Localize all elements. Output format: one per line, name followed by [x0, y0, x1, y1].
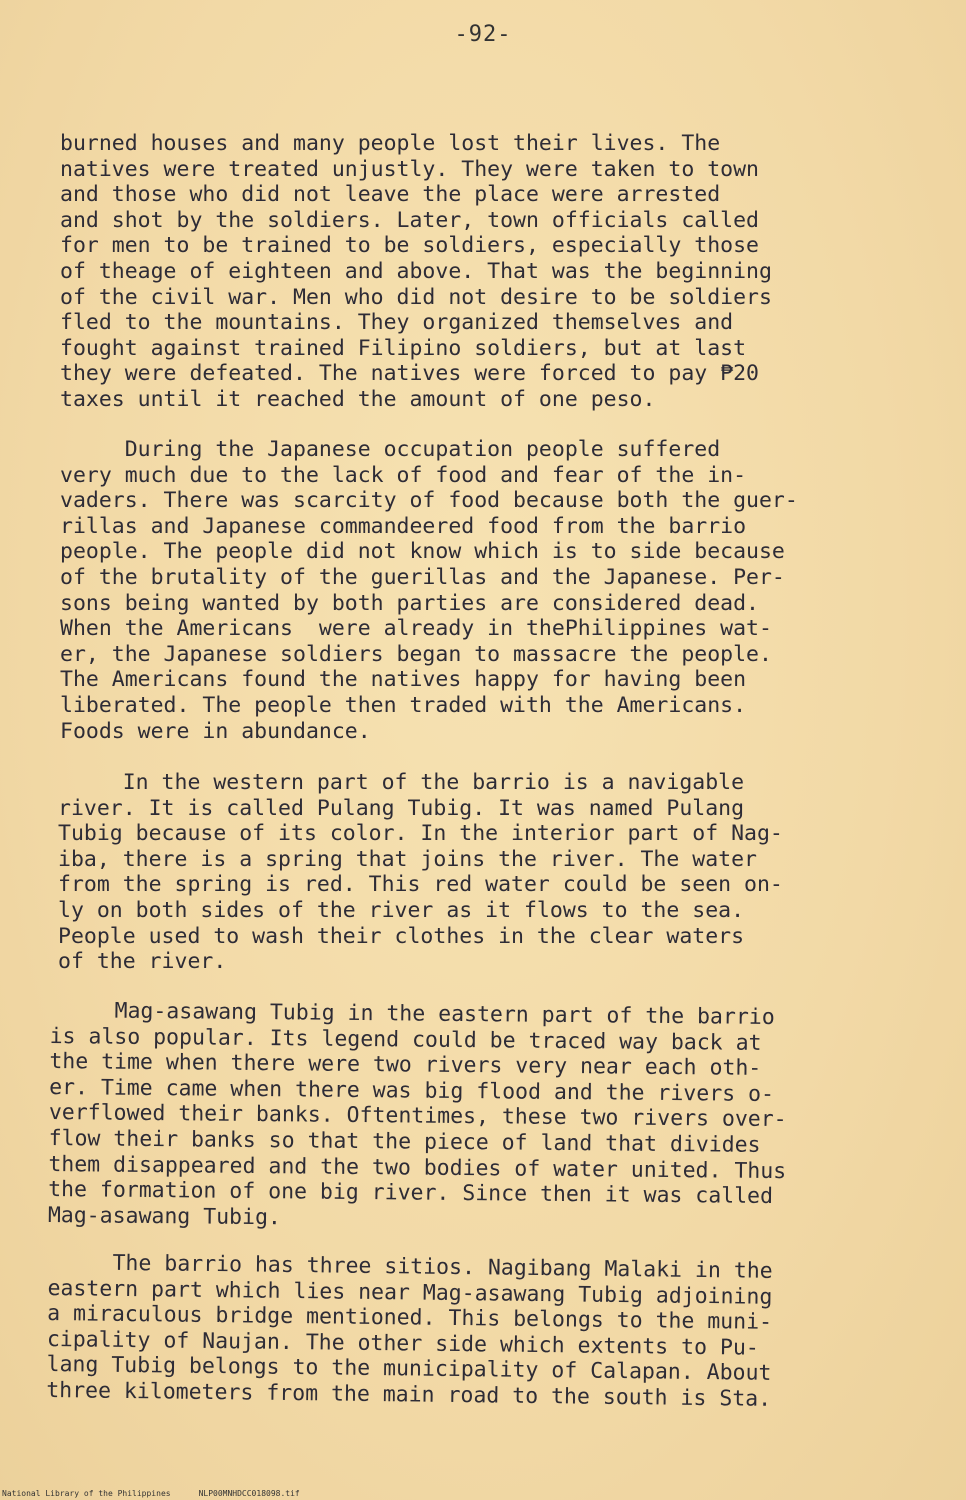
paragraph-civil-war: burned houses and many people lost their lives. The natives were treated unjustly. They were taken to town and those who did not leave the place were arrested and shot by the soldiers. Later, town officials called for men to be trained to be soldiers, especially those of theage of eighteen and above. That was the beginning of the civil war. Men who did not desire to be soldiers fled to the mountains. They organized themselves and fought against trained Filipino soldiers, but at last they were defeated. The natives were forced to pay ₱20 taxes until it reached the amount of one peso.: [60, 131, 772, 412]
footer-file-id: NLP00MNHDCC018098.tif: [198, 1489, 300, 1498]
paragraph-mag-asawang-tubig: Mag-asawang Tubig in the eastern part of the barrio is also popular. Its legend could be traced way back at the time when there were two rivers very near each oth- er. Time came when there was big flood and the rivers o- verflowed their banks. Oftentimes, these two rivers over- flow their banks so that the piece of land that divides them disappeared and the two bodies of water united. Thus the formation of one big river. Since then it was called Mag-asawang Tubig.: [47, 998, 787, 1230]
page-number: -92-: [454, 22, 512, 47]
paragraph-pulang-tubig: In the western part of the barrio is a navigable river. It is called Pulang Tubig. It was named Pulang Tubig because of its color. In the interior part of Nag- iba, there is a spring that joins the river. The water from the spring is red. This red water could be seen on- ly on both sides of the river as it flows to the sea. People used to wash their clothes in the clear waters of the river.: [58, 770, 783, 975]
paragraph-sitios: The barrio has three sitios. Nagibang Malaki in the eastern part which lies near Mag-asawang Tubig adjoining a miraculous bridge mentioned. This belongs to the muni- cipality of Naujan. The other side which extents to Pu- lang Tubig belongs to the municipality of Calapan. About three kilometers from the main road to the south is Sta.: [46, 1250, 773, 1412]
footer-institution: National Library of the Philippines: [2, 1489, 171, 1498]
scan-footer: [2, 1489, 328, 1498]
paragraph-japanese-occupation: During the Japanese occupation people suffered very much due to the lack of food and fear of the in- vaders. There was scarcity of food because both the guer- rillas and Japanese commandeered food from the barrio people. The people did not know which is to side because of the brutality of the guerillas and the Japanese. Per- sons being wanted by both parties are considered dead. When the Americans were already in thePhilippines wat- er, the Japanese soldiers began to massacre the people. The Americans found the natives happy for having been liberated. The people then traded with the Americans. Foods were in abundance.: [60, 437, 798, 744]
